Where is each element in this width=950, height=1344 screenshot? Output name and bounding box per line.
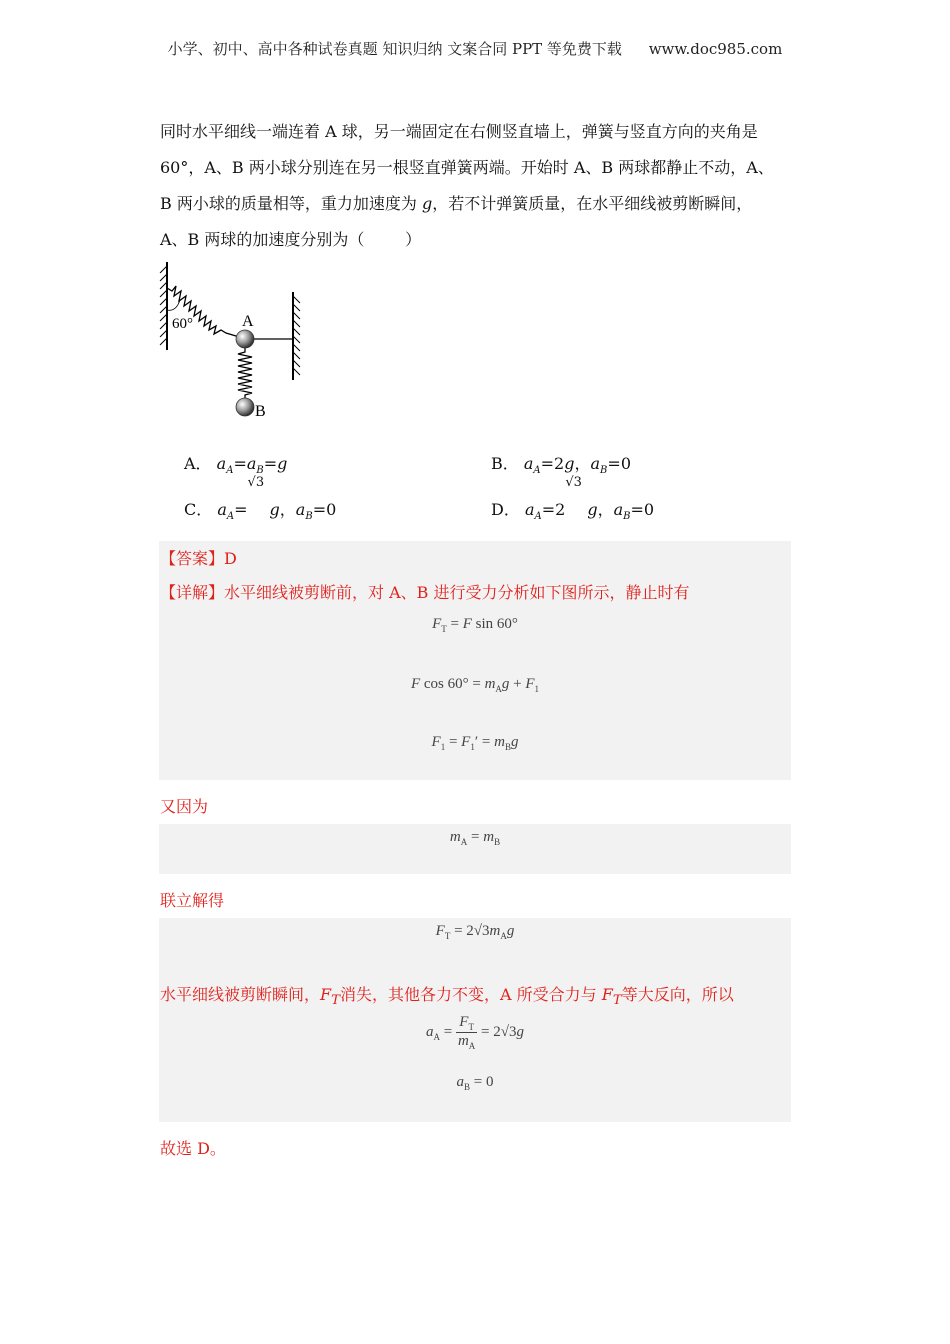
detail-text: 水平细线被剪断前，对 A、B 进行受力分析如下图所示，静止时有	[224, 583, 690, 602]
cut-text: 水平细线被剪断瞬间，$F_T$消失，其他各力不变，A 所受合力与 $F_T$等大反向，所以	[160, 985, 734, 1009]
option-b-letter: B．	[491, 454, 519, 473]
option-a[interactable]	[184, 451, 287, 476]
answer-box	[159, 541, 791, 780]
ball-a	[236, 330, 254, 348]
question-line: B 两小球的质量相等，重力加速度为 g，若不计弹簧质量，在水平细线被剪断瞬间，	[160, 194, 753, 213]
ball-b-label: B	[255, 403, 266, 420]
question-text	[160, 114, 790, 258]
solve-line: 联立解得	[160, 891, 225, 910]
answer-line	[160, 546, 237, 569]
right-wall-hatch	[293, 296, 300, 375]
question-line: A、B 两球的加速度分别为（ ）	[160, 230, 422, 249]
equation-2: F $\cos 60^\circ = m_Ag + F_1$	[410, 676, 540, 694]
question-line: 同时水平细线一端连着 A 球，另一端固定在右侧竖直墙上，弹簧与竖直方向的夹角是	[160, 122, 758, 141]
equation-1: $F_T = F$ sin 60°	[432, 616, 518, 634]
header-site[interactable]: www.doc985.com	[648, 40, 783, 58]
question-line: 60°，A、B 两小球分别连在另一根竖直弹簧两端。开始时 A、B 两球都静止不动，A、	[160, 158, 774, 177]
angle-label: 60°	[172, 316, 193, 332]
detail-label: 【详解】	[160, 583, 225, 602]
ball-a-label: A	[242, 313, 254, 330]
option-d[interactable]	[491, 475, 655, 523]
equation-box-3	[159, 918, 791, 1122]
equation-box-2	[159, 824, 791, 874]
answer-label: 【答案】	[160, 549, 225, 568]
option-c-formula: $a_A=$ √3 g，$a_B=0$	[217, 475, 337, 523]
conclusion-line: 故选 D。	[160, 1139, 226, 1158]
left-wall-hatch	[160, 266, 167, 345]
equation-4: $m_A = m_B$	[449, 829, 501, 847]
option-d-formula: $a_A=2$ √3 g，$a_B=0$	[524, 475, 655, 523]
option-b[interactable]	[491, 451, 631, 476]
spring-figure	[156, 258, 316, 423]
option-c-letter: C．	[184, 500, 213, 519]
angle-arc	[167, 300, 180, 310]
header-text: 小学、初中、高中各种试卷真题 知识归纳 文案合同 PPT 等免费下载	[167, 40, 622, 58]
because-line: 又因为	[160, 797, 209, 816]
option-a-letter: A．	[184, 454, 212, 473]
detail-line	[160, 580, 690, 603]
equation-3: $F_1 = F_1' = m_Bg$	[431, 734, 519, 752]
option-a-formula: $a_A=a_B=g$	[216, 454, 288, 477]
option-c[interactable]	[184, 475, 337, 523]
equation-5: $F_T = 2√3m_Ag$	[435, 923, 515, 941]
equation-6: $a_A$ = $\frac{F_T}{m_A}$ = 2√3g	[425, 1014, 524, 1051]
option-d-letter: D．	[491, 500, 520, 519]
answer-value: D	[224, 549, 237, 568]
ball-b	[236, 398, 254, 416]
vertical-spring	[238, 347, 252, 400]
option-b-formula: $a_A=2g$，$a_B=0$	[523, 454, 631, 477]
page-header	[0, 38, 950, 59]
equation-7: $a_B = 0$	[456, 1074, 494, 1092]
